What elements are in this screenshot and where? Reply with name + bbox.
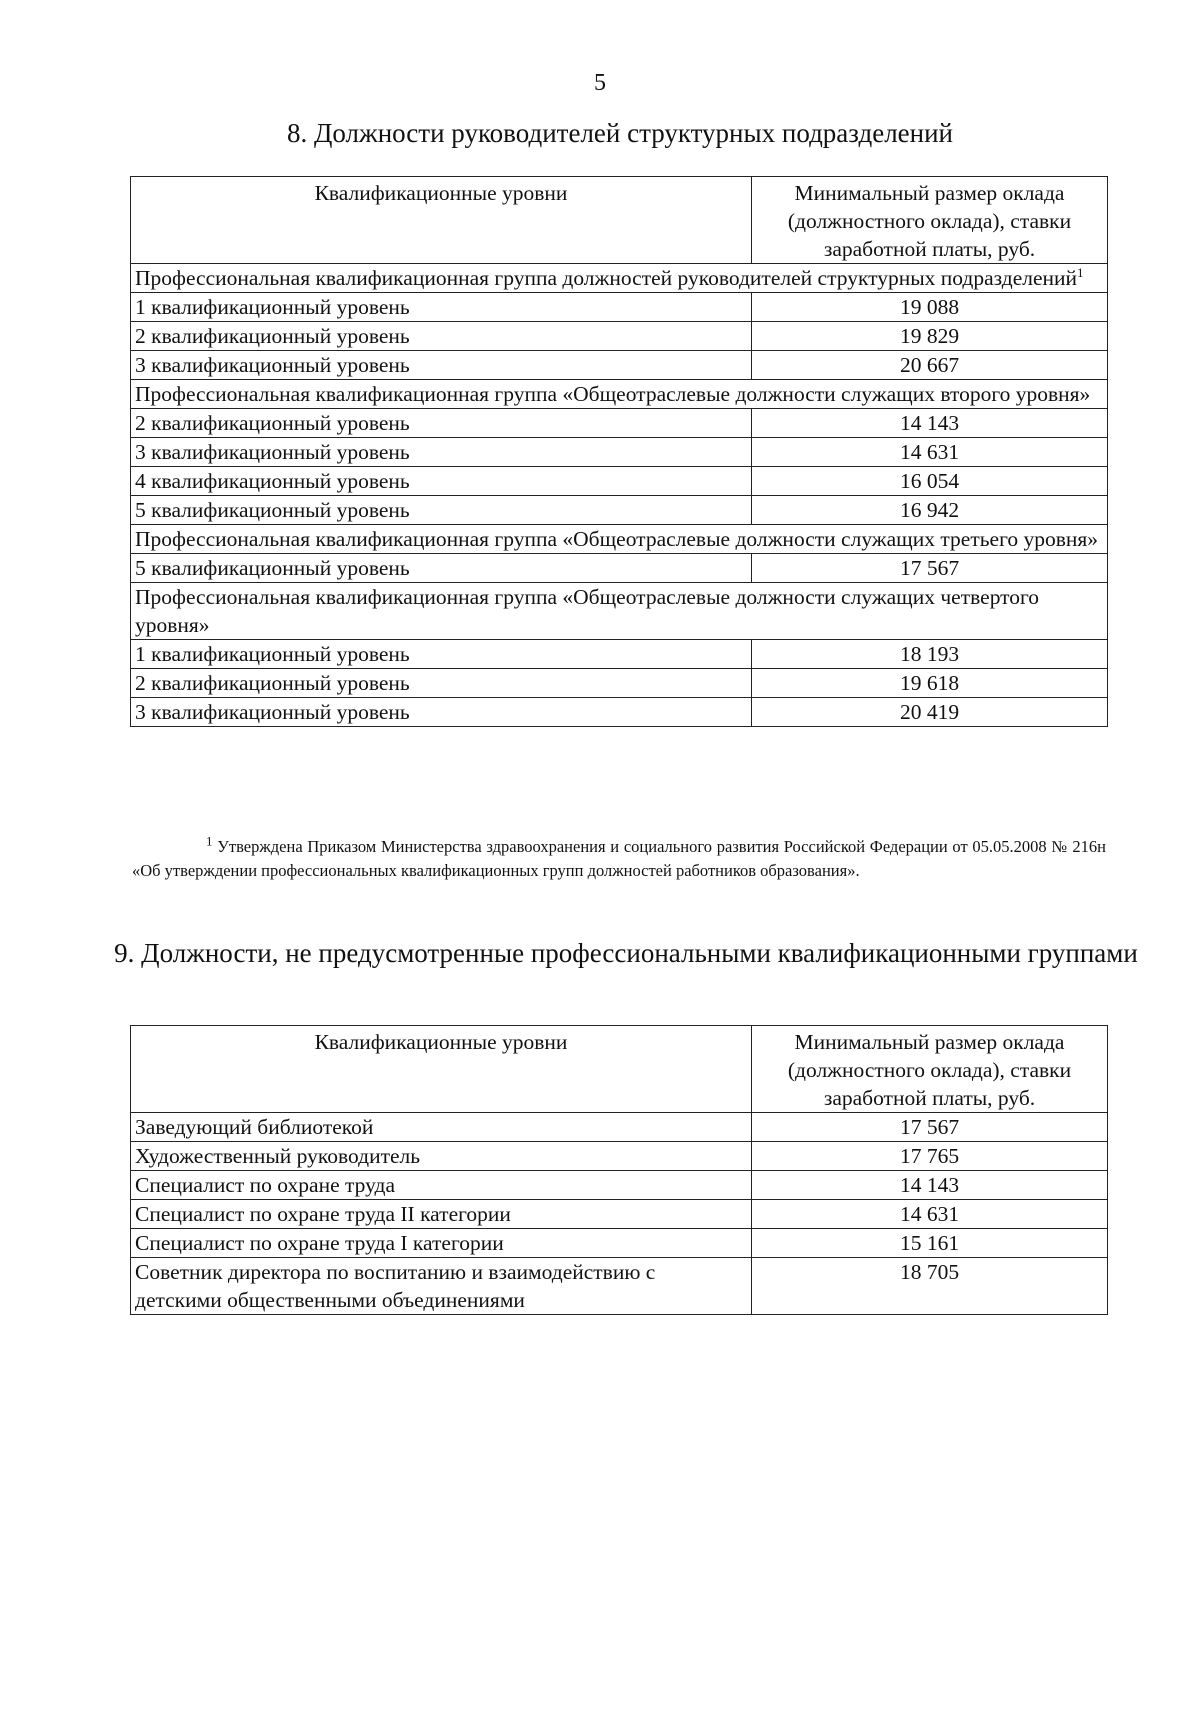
position-cell: Советник директора по воспитанию и взаимодействию с детскими общественными объединениями — [131, 1258, 752, 1315]
table-row — [131, 1229, 1108, 1258]
level-cell: 3 квалификационный уровень — [131, 351, 752, 380]
footnote — [132, 835, 1106, 883]
table-row — [131, 1258, 1108, 1315]
position-cell: Специалист по охране труда — [131, 1171, 752, 1200]
table-row — [131, 467, 1108, 496]
group-row — [131, 380, 1108, 409]
section-8-title: 8. Должности руководителей структурных подразделений — [287, 118, 953, 148]
level-cell: 4 квалификационный уровень — [131, 467, 752, 496]
salary-cell: 17 567 — [752, 1113, 1108, 1142]
table-row — [131, 293, 1108, 322]
salary-cell: 17 765 — [752, 1142, 1108, 1171]
salary-cell: 16 054 — [752, 467, 1108, 496]
section-8-table — [130, 176, 1108, 727]
salary-cell: 14 143 — [752, 1171, 1108, 1200]
salary-cell: 20 667 — [752, 351, 1108, 380]
table-row — [131, 669, 1108, 698]
level-cell: 5 квалификационный уровень — [131, 496, 752, 525]
table-row — [131, 698, 1108, 727]
page-number: 5 — [594, 70, 606, 96]
footnote-mark: 1 — [1077, 264, 1084, 280]
salary-cell: 16 942 — [752, 496, 1108, 525]
footnote-mark: 1 — [206, 833, 213, 849]
level-cell: 2 квалификационный уровень — [131, 409, 752, 438]
level-cell: 3 квалификационный уровень — [131, 698, 752, 727]
group-title: Профессиональная квалификационная группа должностей руководителей структурных подразделений$^1$ — [131, 264, 1108, 293]
footnote-text: Утверждена Приказом Министерства здравоохранения и социального развития Российской Федерации от 05.05.2008 № 216н «Об утверждении профессиональных квалификационных групп должностей работников образования». — [132, 837, 1106, 880]
salary-cell: 18 705 — [752, 1258, 1108, 1315]
section-9-title: 9. Должности, не предусмотренные профессиональными квалификационными группами — [114, 938, 1138, 968]
group-row — [131, 525, 1108, 554]
table-row — [131, 1113, 1108, 1142]
level-cell: 2 квалификационный уровень — [131, 669, 752, 698]
salary-cell: 19 088 — [752, 293, 1108, 322]
header-levels: Квалификационные уровни — [131, 177, 752, 264]
header-levels: Квалификационные уровни — [131, 1026, 752, 1113]
salary-cell: 14 143 — [752, 409, 1108, 438]
group-title: Профессиональная квалификационная группа «Общеотраслевые должности служащих четвертого уровня» — [131, 583, 1108, 640]
salary-cell: 14 631 — [752, 1200, 1108, 1229]
table-header — [131, 177, 1108, 264]
position-cell: Специалист по охране труда I категории — [131, 1229, 752, 1258]
header-salary: Минимальный размер оклада (должностного оклада), ставки заработной платы, руб. — [752, 1026, 1108, 1113]
table-row — [131, 351, 1108, 380]
table-row — [131, 554, 1108, 583]
level-cell: 1 квалификационный уровень — [131, 293, 752, 322]
table-row — [131, 322, 1108, 351]
salary-cell: 19 618 — [752, 669, 1108, 698]
salary-cell: 14 631 — [752, 438, 1108, 467]
salary-cell: 20 419 — [752, 698, 1108, 727]
table-header — [131, 1026, 1108, 1113]
position-cell: Заведующий библиотекой — [131, 1113, 752, 1142]
salary-cell: 15 161 — [752, 1229, 1108, 1258]
table-row — [131, 1171, 1108, 1200]
level-cell: 2 квалификационный уровень — [131, 322, 752, 351]
table-row — [131, 438, 1108, 467]
header-salary: Минимальный размер оклада (должностного оклада), ставки заработной платы, руб. — [752, 177, 1108, 264]
salary-cell: 17 567 — [752, 554, 1108, 583]
table-row — [131, 1200, 1108, 1229]
group-title: Профессиональная квалификационная группа «Общеотраслевые должности служащих третьего уровня» — [131, 525, 1108, 554]
section-9-table — [130, 1025, 1108, 1315]
table-row — [131, 640, 1108, 669]
position-cell: Художественный руководитель — [131, 1142, 752, 1171]
level-cell: 3 квалификационный уровень — [131, 438, 752, 467]
group-title: Профессиональная квалификационная группа «Общеотраслевые должности служащих второго уровня» — [131, 380, 1108, 409]
level-cell: 5 квалификационный уровень — [131, 554, 752, 583]
table-row — [131, 409, 1108, 438]
table-row — [131, 496, 1108, 525]
salary-cell: 19 829 — [752, 322, 1108, 351]
position-cell: Специалист по охране труда II категории — [131, 1200, 752, 1229]
group-row — [131, 264, 1108, 293]
level-cell: 1 квалификационный уровень — [131, 640, 752, 669]
table-row — [131, 1142, 1108, 1171]
salary-cell: 18 193 — [752, 640, 1108, 669]
group-row — [131, 583, 1108, 640]
